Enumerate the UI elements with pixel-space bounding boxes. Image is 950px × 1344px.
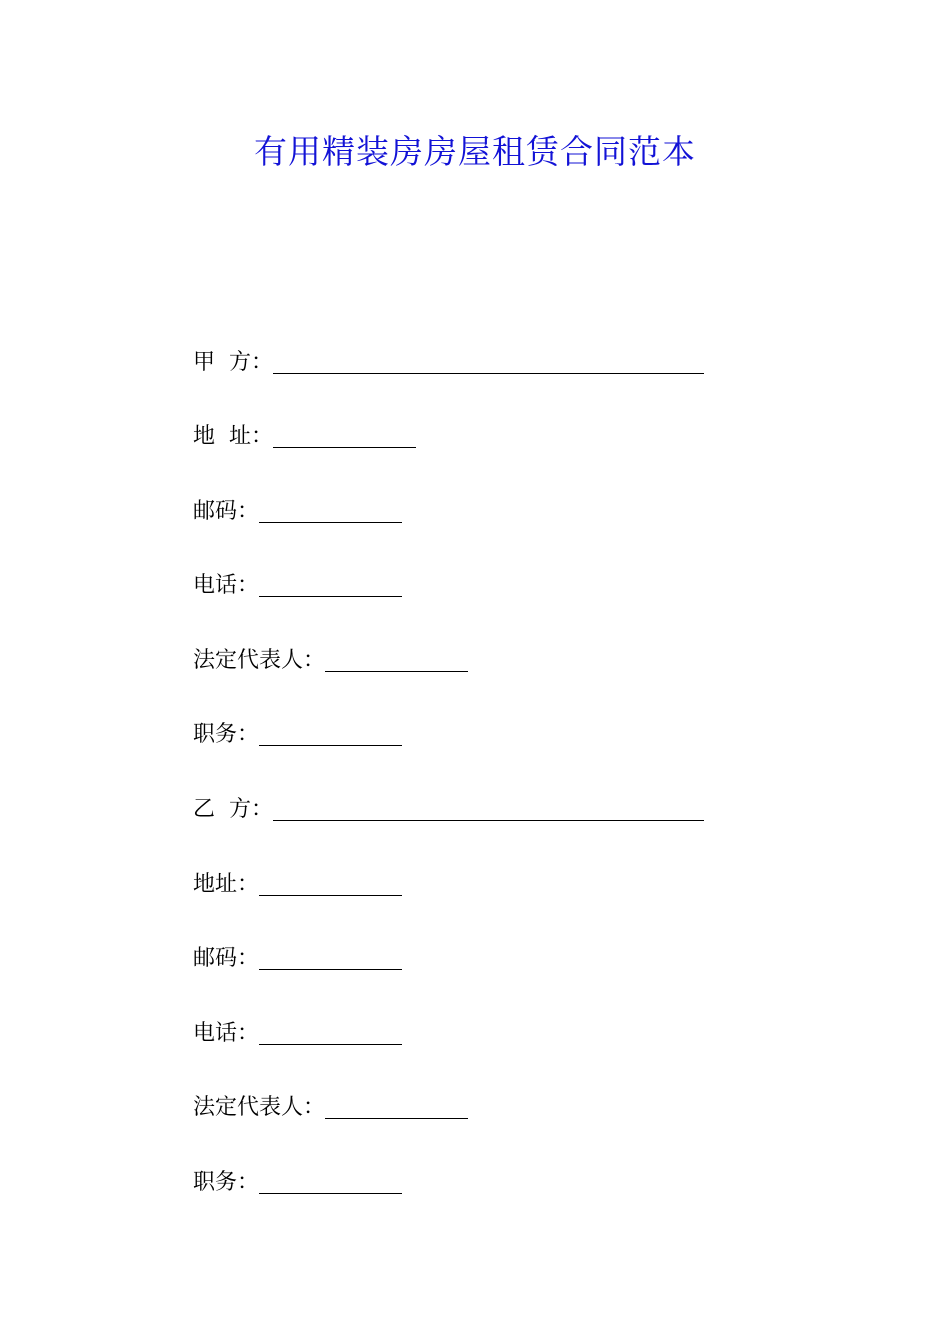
party-b-position-field <box>193 1164 402 1198</box>
party-a-position-label: 职务： <box>193 722 260 747</box>
party-b-name-blank[interactable] <box>273 819 704 821</box>
party-a-phone-label: 电话： <box>193 573 260 598</box>
party-b-postcode-blank[interactable] <box>259 968 402 970</box>
party-a-legal-rep-field <box>193 642 468 676</box>
party-b-postcode-field <box>193 940 402 974</box>
party-b-position-label: 职务： <box>193 1170 260 1195</box>
document-title: 有用精装房房屋租赁合同范本 <box>254 132 696 171</box>
party-a-legal-rep-blank[interactable] <box>325 670 468 672</box>
party-b-address-blank[interactable] <box>259 894 402 896</box>
party-b-legal-rep-label: 法定代表人： <box>193 1095 326 1120</box>
party-a-legal-rep-label: 法定代表人： <box>193 648 326 673</box>
party-b-phone-field <box>193 1015 402 1049</box>
party-b-postcode-label: 邮码： <box>193 946 260 971</box>
party-a-address-blank[interactable] <box>273 446 416 448</box>
party-b-legal-rep-blank[interactable] <box>325 1117 468 1119</box>
party-b-legal-rep-field <box>193 1089 468 1123</box>
party-a-postcode-blank[interactable] <box>259 521 402 523</box>
party-a-phone-field <box>193 567 402 601</box>
party-a-postcode-field <box>193 493 402 527</box>
party-a-name-label: 甲 方： <box>193 350 273 375</box>
party-a-phone-blank[interactable] <box>259 595 402 597</box>
party-a-name-field <box>193 344 704 378</box>
party-b-address-label: 地址： <box>193 872 260 897</box>
party-b-name-label: 乙 方： <box>193 797 273 822</box>
party-a-address-field <box>193 418 416 452</box>
party-a-address-label: 地 址： <box>193 424 273 449</box>
party-a-position-field <box>193 716 402 750</box>
party-b-position-blank[interactable] <box>259 1192 402 1194</box>
party-b-address-field <box>193 866 402 900</box>
party-a-postcode-label: 邮码： <box>193 499 260 524</box>
party-b-phone-blank[interactable] <box>259 1043 402 1045</box>
party-b-phone-label: 电话： <box>193 1021 260 1046</box>
party-b-name-field <box>193 791 704 825</box>
party-a-position-blank[interactable] <box>259 744 402 746</box>
party-a-name-blank[interactable] <box>273 372 704 374</box>
